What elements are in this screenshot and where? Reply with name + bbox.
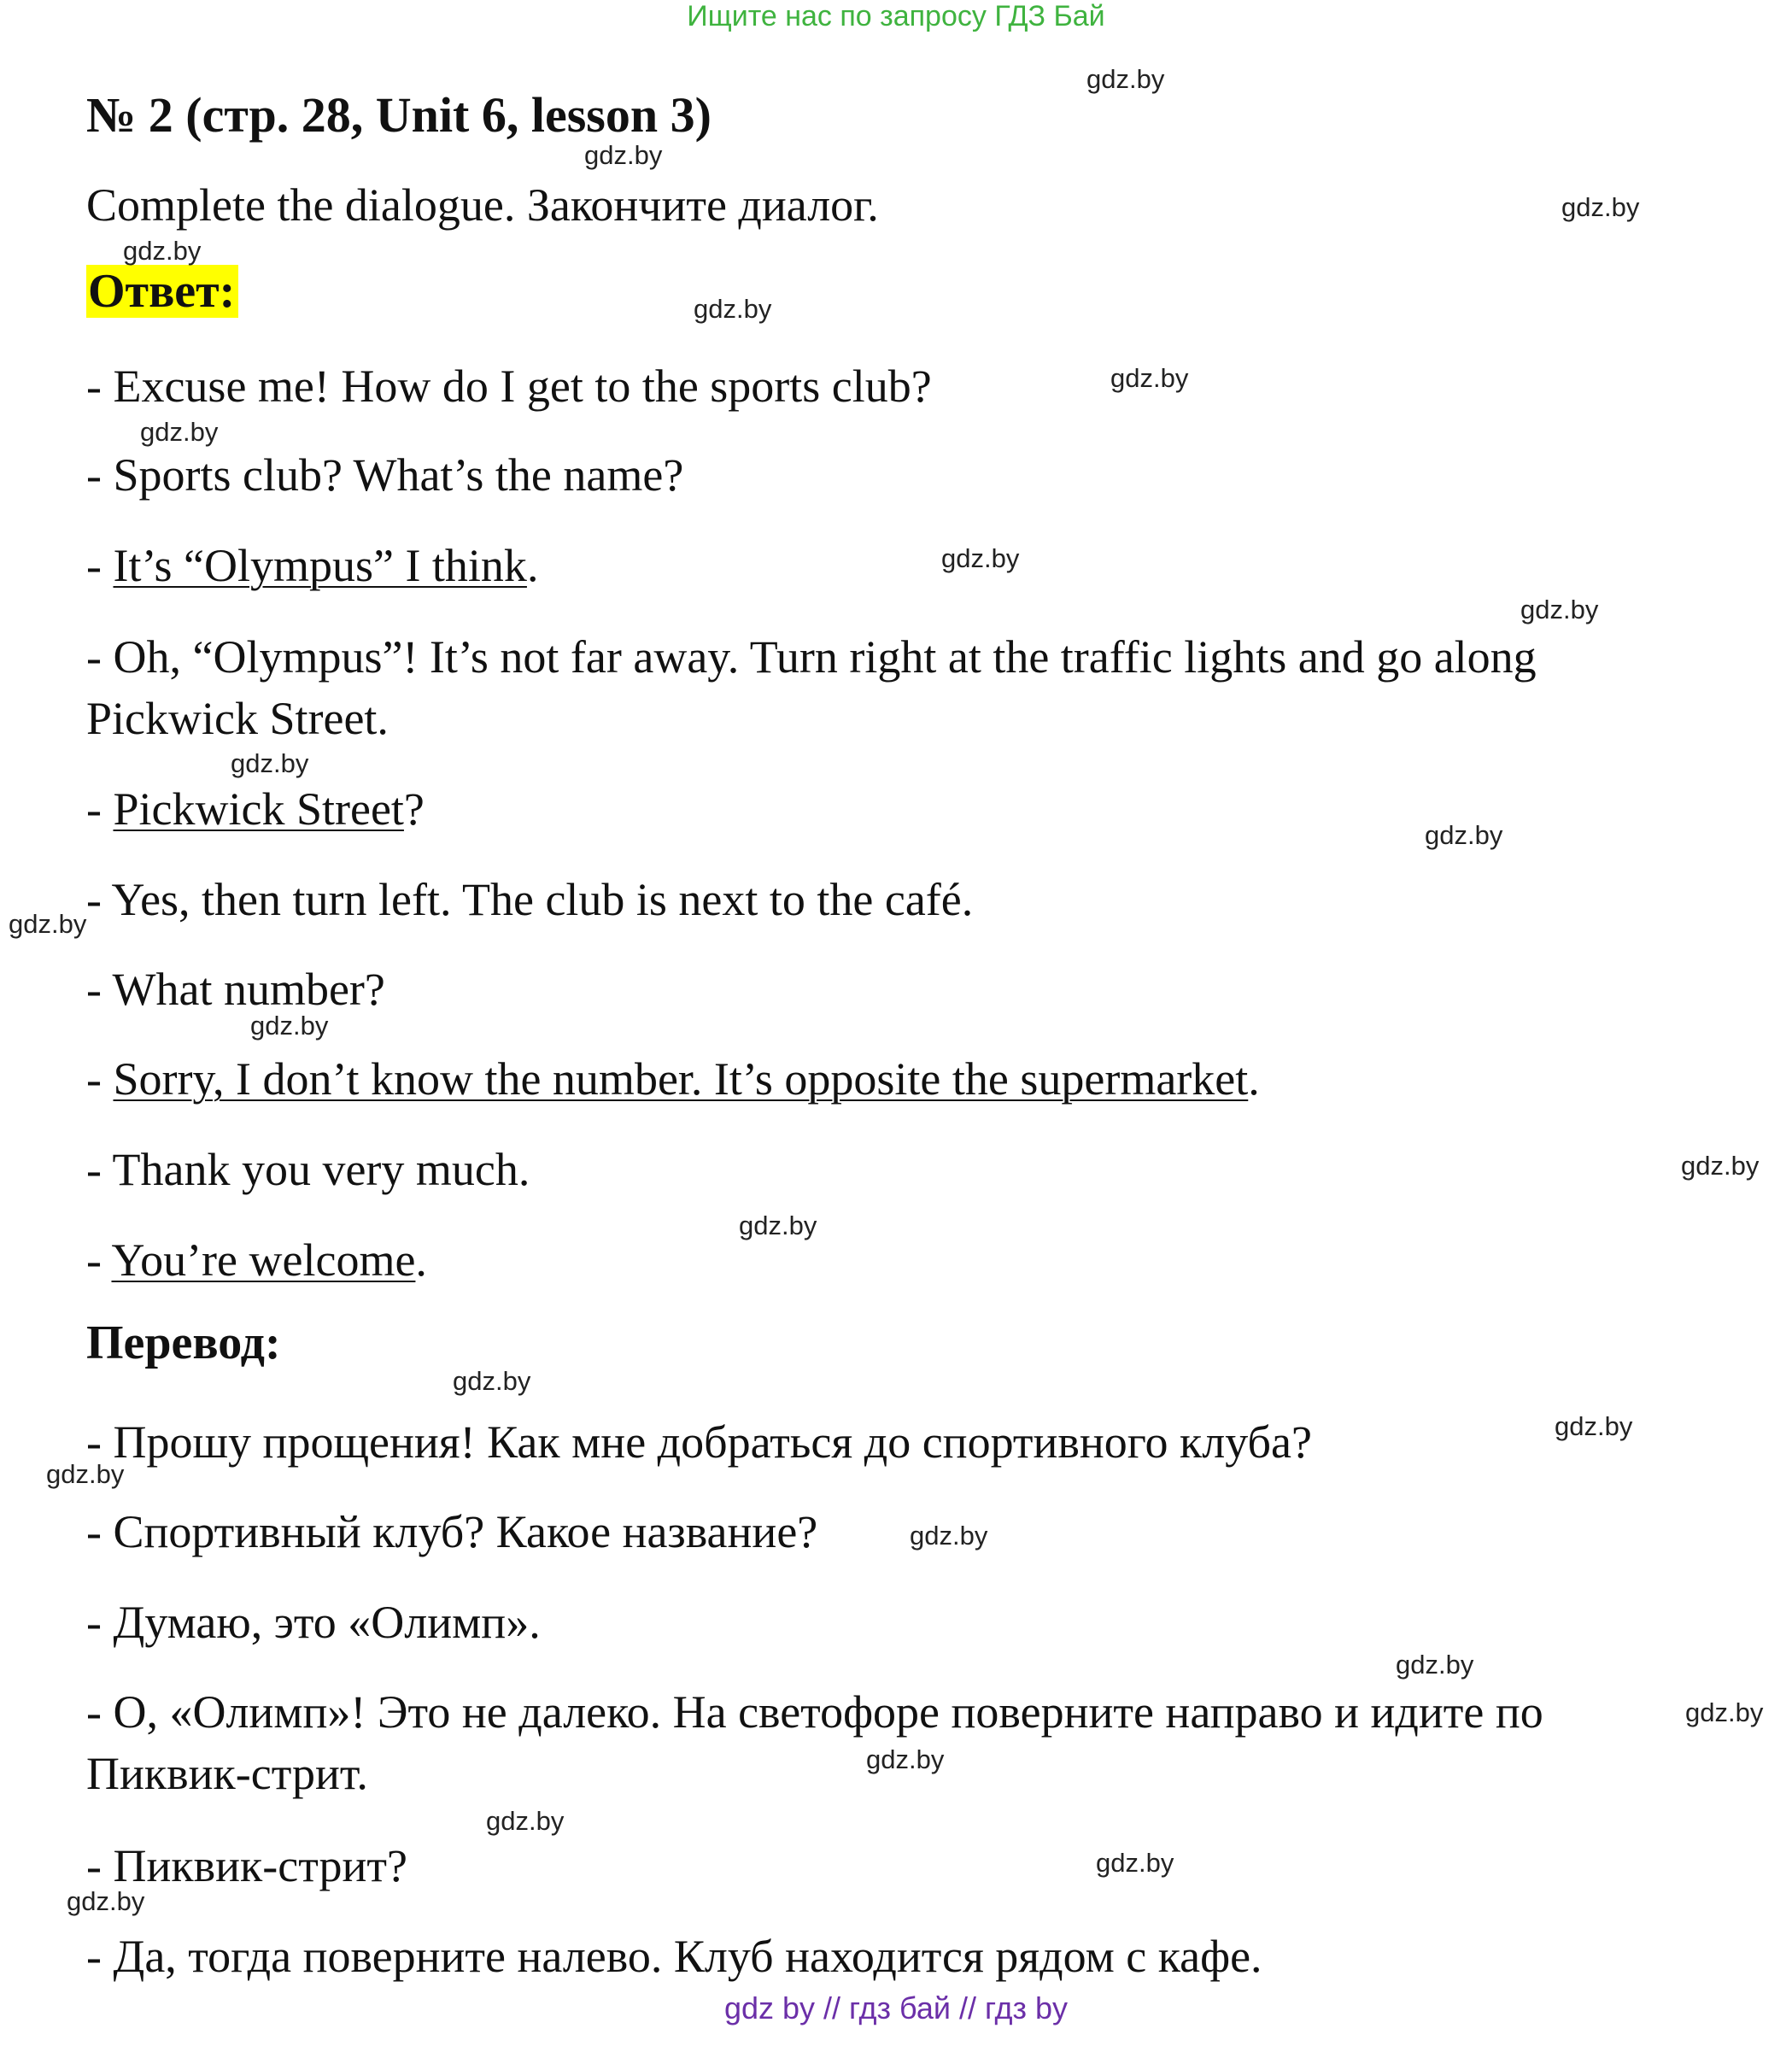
dialogue-line-9: - Thank you very much. [86, 1144, 530, 1195]
translation-line-4: - О, «Олимп»! Это не далеко. На светофоре поверните направо и идите по Пиквик-стрит. [86, 1686, 1543, 1799]
watermark: gdz.by [1425, 820, 1503, 850]
underlined-answer: Sorry, I don’t know the number. It’s opposite the supermarket [113, 1053, 1249, 1105]
watermark: gdz.by [231, 748, 309, 778]
watermark: gdz.by [584, 140, 663, 170]
translation-line-6: - Да, тогда поверните налево. Клуб находится рядом с кафе. [86, 1931, 1262, 1982]
watermark: gdz.by [866, 1744, 945, 1774]
translation-label: Перевод: [86, 1316, 281, 1369]
watermark: gdz.by [46, 1459, 125, 1489]
translation-line-5: - Пиквик-стрит? [86, 1840, 407, 1891]
translation-line-2: - Спортивный клуб? Какое название? [86, 1506, 818, 1557]
punctuation: . [1248, 1053, 1260, 1105]
watermark: gdz.by [910, 1521, 988, 1551]
watermark: gdz.by [694, 294, 772, 324]
translation-line-3: - Думаю, это «Олимп». [86, 1597, 541, 1648]
underlined-answer: It’s “Olympus” I think [113, 540, 527, 591]
watermark: gdz.by [1561, 192, 1640, 222]
dialogue-line-2: - Sports club? What’s the name? [86, 449, 684, 501]
dialogue-line-7: - What number? [86, 964, 385, 1015]
watermark: gdz.by [1110, 363, 1189, 393]
watermark: gdz.by [1681, 1151, 1760, 1181]
watermark: gdz.by [250, 1011, 329, 1041]
search-banner: Ищите нас по запросу ГДЗ Бай [687, 0, 1105, 32]
watermark: gdz.by [140, 417, 219, 447]
watermark: gdz.by [1520, 595, 1599, 624]
translation-line-1: - Прошу прощения! Как мне добраться до спортивного клуба? [86, 1416, 1312, 1468]
dialogue-line-4: - Oh, “Olympus”! It’s not far away. Turn right at the traffic lights and go along Pickwick Street. [86, 631, 1537, 744]
exercise-title: № 2 (стр. 28, Unit 6, lesson 3) [86, 87, 712, 143]
watermark: gdz.by [67, 1886, 145, 1916]
task-instruction: Complete the dialogue. Закончите диалог. [86, 179, 879, 231]
watermark: gdz.by [453, 1366, 531, 1396]
dash: - [86, 1053, 114, 1105]
underlined-answer: Pickwick Street [113, 783, 404, 835]
dialogue-line-5 [86, 782, 425, 836]
dialogue-line-10 [86, 1233, 427, 1287]
dash: - [86, 783, 114, 835]
watermark: gdz.by [486, 1806, 565, 1836]
dash: - [86, 540, 114, 591]
watermark: gdz.by [1685, 1697, 1764, 1727]
punctuation: ? [403, 783, 425, 835]
watermark: gdz.by [739, 1211, 817, 1240]
dialogue-line-3 [86, 538, 538, 593]
answer-label: Ответ: [86, 265, 238, 318]
punctuation: . [415, 1234, 427, 1286]
watermark: gdz.by [9, 909, 87, 939]
punctuation: . [526, 540, 539, 591]
dialogue-line-1: - Excuse me! How do I get to the sports club? [86, 361, 932, 412]
dialogue-line-8 [86, 1052, 1260, 1106]
watermark: gdz.by [1086, 64, 1165, 94]
watermark: gdz.by [123, 236, 202, 266]
dialogue-line-6: - Yes, then turn left. The club is next to the café. [86, 874, 974, 925]
footer-links: gdz by // гдз бай // гдз by [723, 1990, 1069, 2025]
watermark: gdz.by [1555, 1411, 1633, 1441]
underlined-answer: You’re welcome [111, 1234, 416, 1286]
watermark: gdz.by [941, 543, 1020, 573]
dash: - [86, 1234, 112, 1286]
watermark: gdz.by [1096, 1848, 1174, 1878]
watermark: gdz.by [1396, 1650, 1474, 1680]
